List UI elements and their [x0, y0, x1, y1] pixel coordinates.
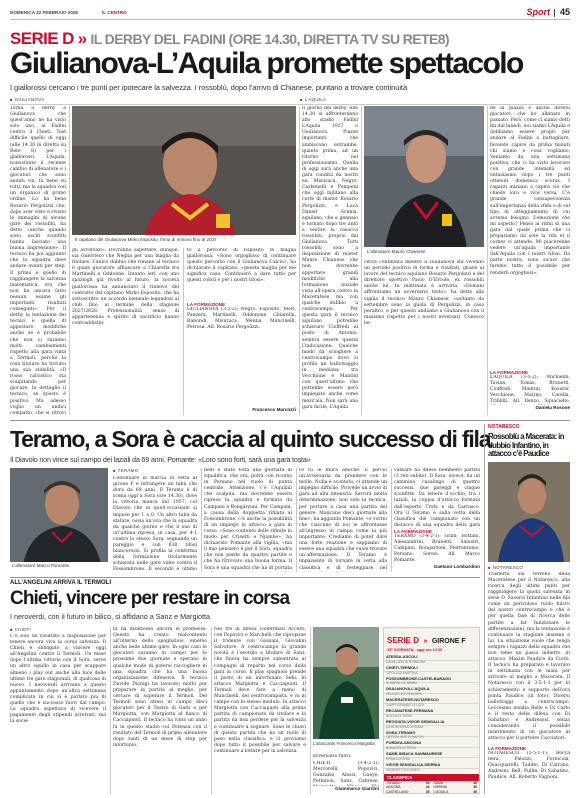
standings-series: SERIE D — [387, 636, 420, 645]
standings-matches — [384, 653, 479, 772]
col-rule — [211, 627, 212, 794]
photo-margiotta — [313, 627, 379, 739]
col-rule — [183, 248, 184, 415]
classifica-team: ANCONA — [386, 785, 401, 790]
byline-teramo: Gaetano Lombardino — [433, 564, 480, 569]
byline-laquila: Daniela Rosone — [535, 405, 570, 410]
kicker-text: IL DERBY DEL FADINI (ORE 14.30, DIRETTA TV SU RETE8) — [90, 31, 449, 47]
main-col4: Il giorno del derby. Alle 14.30 si affronteranno allo stadio Fadini L’Aquila 1927 e Giulianova. Piazze importanti che ambiscono entrambe, quanto prima, ad un ritorno nel professionismo. Quella di oggi sarà anche una gara condita da nostri ex: Misuraca, Negro, Carbonelli e Pomponi che oggi militano alla corte di mister Rosario Pergolizzi, e Luca Daniel Scimia, aquilano, che a gennaio è tornato dopo tre anni a vestire la casacca rossoblu, proprio dal Giulianova. Tutti rossoblù sono a disposizione di mister Mauro Chianese che non dovrebbe apportare grandi modifiche alla formazione iniziale vista all’opera contro la Maceratese ma con qualche dubbio a centrocampo. Per questa gara il tecnico aquilano potrebbe schierare Cioffredi al posto di Antonio, sembra essere questa l’indicazione. Qualche modo da sciogliere a centrocampo dove si profila un ballottaggio in mediana tra Vecchione e Mantini con quest’ultimo che potrebbe essere però impiegato anche come mezz’ala. Non sarà una gara facile, L’Aquila — [302, 106, 358, 410]
giulianova-formation-label: LA FORMAZIONE — [187, 302, 226, 307]
chieti-col3: Nel tre di difesa confermati Accetti, con Popovici e Marchelli che ripropone il tridente con Gassani, Giovanni Salvatore. A centrocampo la grande novità è l’esordio a titolare di Sanz, che finora ha sempre subentrato ai compagni di reparto nel corso della gara in corso. Il play spagnolo prende il posto di un infortunato Sebi. In attacco Margiotta e Cacciapuoti. Il Termoli deve fare a meno di Mancinelli, del centrocampista, e va in campo con lo stesso modulo. In attacco Margiotta con Cacciapuoti alla prima partita di campionato da titolare e la partita da non perdere per la salvezza e continuare a sognare. Sono le chiavi di questa partita che ha un ruolo di peso nella classifica, e ci proviamo dopo tutto il possibile per salvare e continuare a lottare per la salvezza. — [214, 627, 306, 754]
match-referee: BONAVITA DI TERNI — [386, 746, 416, 751]
chieti-kicker: ALL’ANGELINI ARRIVA IL TERMOLI — [10, 580, 111, 586]
teramo-formation-label: LA FORMAZIONE — [394, 529, 433, 534]
match-referee: CAMPOGRANDE DI LODI — [386, 702, 424, 707]
kicker-series: SERIE D — [10, 29, 74, 48]
teramo-headline: Teramo, a Sora è caccia al quinto successo di fila — [10, 426, 491, 452]
standings-title — [384, 628, 479, 648]
match-referee: GIORGETTI DI CUNEO — [386, 767, 421, 772]
rule-main-top — [10, 104, 570, 105]
photo-chianese — [364, 106, 484, 256]
match-teams: VIGOR SENIGALLIA-ISERNIA — [386, 762, 441, 768]
classifica-team: ISERNIA — [433, 785, 448, 790]
tag-giulianova: ■ GIULIANOVA — [10, 97, 44, 102]
col-rule — [296, 468, 297, 572]
player-photo-icon — [488, 462, 570, 562]
match-referee: CIPOLLI DI MARTINA — [386, 670, 418, 675]
classifica-list — [384, 781, 479, 794]
notaresco-formation: NOTARESCO (3-5-1-1): Bocca nera, Palozzi, Fornicola, Quacquarelli, Taddei, Di Catrano, Andreini, Bell, Pullin, Di Sabatino, Paudice. All. Roberto Vagnoni. — [488, 750, 570, 781]
photo-paudice — [488, 462, 570, 562]
main-kicker — [10, 29, 570, 49]
chieti-col2: tà ha disattesso ancora le promesse. Questo ha creato malcontento all’interno dello spogliatoio, emerso anche nelle ultime gare. In ogni caso le giocatori saranno in campo per le prossime due giornate e sperano in qualche modo di potersi raccogliere in una squadra che ha una buona organizzazione difensiva. Il tecnico Davide Dionigi ha lavorato molto per preparare la partita al meglio, per cercare di superare il Termoli. Del Termoli sono attesi in campo dieci giocatori per il Teatro di Gatti e per Margiotta, con Margiotta al fianco di Cacciapuoti. Il tecnico ha vinto un anno fa in questo stadio col Potenza con il risultato del Termoli di primo allenatore dopo tanti di un mese di stop per infortunio. — [113, 627, 207, 748]
classifica-row — [384, 790, 432, 794]
match-teams: SAMB-SIRACA SANMAURESE — [386, 751, 443, 757]
coach-photo-icon — [364, 106, 484, 256]
laquila-formation-label: LA FORMAZIONE — [490, 370, 529, 375]
header-paper: IL CENTRO — [102, 10, 127, 15]
header-page-number: 45 — [559, 7, 570, 17]
chieti-subheadline: I neroverdi, con il futuro in bilico, si affidano a Sanz e Margiotta — [10, 612, 211, 621]
byline-giulianova: Francesco Marcozzi — [252, 407, 296, 412]
match-referee: NOCCA DI TERNI — [386, 713, 412, 718]
tag-teramo: ■ TERAMO — [113, 468, 138, 473]
col-rule — [110, 627, 111, 794]
match-teams: CHIETI-TERMOLI — [386, 664, 418, 670]
photo-chianese-caption: L’allenatore Mauro Chianese — [364, 247, 484, 256]
photo-margiotta-caption: L’attaccante Francesco Margiotta — [313, 741, 375, 746]
match-referee: CASTELLANO DI NAPOLI — [386, 735, 424, 740]
header-divider-icon — [554, 9, 555, 17]
classifica-points: 50 — [425, 780, 430, 785]
standings-subtitle: 25ª GIORNATA - oggi ore 14.30 — [387, 648, 443, 652]
chieti-col1: C’è solo un risultato a disposizione per tenere ancora viva la corsa salvezza. Il Chieti è obbligato a vincere oggi all’Angelini contro il Termoli. Un mese dopo l’ultima vittoria con il Sora, serve un altro squillo in casa per scappare almeno i play out anche alla luce delle ultime tre gare stagionali, di qualcosa di nuovo. I neroverdi arrivano a questo appuntamento dopo un’altra settimana complicata in cui si è parlato più di quello che è successo fuori dal campo. La squadra aspettava di ricevere il pagamento degli stipendi arretrati, ma la socie- — [10, 634, 106, 725]
notaresco-box — [488, 424, 570, 794]
teramo-col4 — [394, 468, 480, 572]
chieti-headline: Chieti, vincere per restare in corsa — [10, 588, 290, 609]
player-photo-icon — [72, 106, 296, 244]
page-header — [10, 8, 570, 20]
main-col6 — [490, 106, 570, 415]
classifica-team: SAMB — [433, 780, 444, 785]
header-section: Sport — [526, 7, 550, 17]
main-col3 — [187, 248, 296, 415]
kicker-arrows: » — [77, 29, 87, 48]
col-rule — [201, 468, 202, 572]
teramo-col2: nedì è stata tolta una giornata di squalifica, che ora, potrà con ricorso in Persano nel ruolo di punta centrale. Attenzione, c’è l’Aquilali che scalpita, ma dovrebbe essere ripresa la squadra e formata da Campani e Bongarzoni. Per Campani, a causa della doppietta rifilata al Fossombrone, c’è anche la possibilità di un impiego in attacco a gara in corso. «Sono contento delle rifinite in modo per Crisetti e Njambe», ha dichiarato Pomante alla vigilia, «ma il mio pensiero è per il Sora, squadra che non perde da quattro partite e che ha ritrovato una buona forma. Il Sora è una squadra che ha di portata — [204, 468, 292, 571]
match-teams: MACERATESE-NOTARESCO — [386, 697, 439, 703]
match-teams: PORDEA-ANCONA — [386, 740, 422, 746]
notaresco-formation-label: LA FORMAZIONE — [488, 745, 527, 751]
match-teams: ATESSA-ASCOLI — [386, 654, 418, 660]
classifica-label: CLASSIFICA — [384, 774, 479, 781]
classifica-points: 44 — [425, 785, 430, 790]
notaresco-section-tag: ■ NOTARESCO — [488, 565, 570, 570]
main-col2: gli avversari». Dovranno aspettare, dunque, sia Guerriero che Neglia per una maglia da titolare. L’unico dubbio che rimane al tecnico è quale giocatore affiancare a Chiarella tra Martinelli e Oddonne. Intanto ieri, con uno spaziogli già rivolto al futuro, la società giallorossa ha annunciato il rinnovo del contratto del capitano Mirko Esposito, che ha sottoscritto un accordo biennale legandosi al club fino al termine della stagione 2027/2028. Professionalità, senso di appartenenza e spirito di sacrificio hanno contraddistin- — [72, 248, 179, 327]
match-teams: FOSSOMBRONE-CASTELBARAGO — [386, 675, 452, 681]
main-col5: cerca continuità mentre il Giulianova sta vivendo un periodo positivo di forma e risultati, grazie al lavoro del tecnico aquilano Rosario Pergolizzi e del direttore sportivo Paolo D’Ercole, ex rossoblù anche lui. In mattinata è arrivata, «Domani affrontiamo un avversario tosto», ha detto alla vigilia il tecnico Mauro Chianese, «soltanto da settembre sono la guida di Pergolizzi, in casa peraltro, e per questo andiamo a Giulianova con il massimo rispetto per i nostri avversari. Conosco be- — [364, 260, 484, 326]
rule-section-break — [10, 420, 570, 421]
laquila-formation: L’AQUILA (3-5-2): Michielin, Tavian, Tomas, Brunetti, Cioffredi, Mantini, Kosatar, Vecchione, Marino, Carella, Triblilli. All. Ilenzo, Squaciello. — [490, 375, 570, 405]
notaresco-headline: Rossoblù a Macerata: in dubbio Infantino, in attacco c’è Paudice — [488, 432, 564, 459]
notaresco-tag: NOTARESCO — [488, 424, 520, 430]
classifica-team: L’AQUILA — [433, 789, 449, 794]
classifica-points: 40 — [473, 785, 477, 790]
col-rule — [69, 106, 70, 415]
col-rule — [484, 424, 485, 794]
standings-girone: GIRONE F — [431, 638, 466, 645]
coach-photo-icon — [10, 468, 108, 570]
match-referee: LA MONTAGNA DI ROMA — [386, 724, 424, 729]
standings-box — [383, 627, 480, 794]
match-referee: SPINA DI ROMA — [386, 756, 410, 761]
notaresco-text: Trasferta sul terreno della Maceratese per il Notaresco, alla ricerca degli ultimi punti per raggiungere la quota salvezza in serie D. Saverio Infantino nelle fila come un pericoloso ruolo fulcro del nostro centrocampo e che è per quella fase di ricerca delle partite a far funzionare le differenziazioni, ma la tentazione è continuare la stagione insieme a lui. La situazione vuole che tenga sempre i ragazzi della squadra che non teme un passo indietro, in attacco, Maxim Paudice da Ciotti. Il tecnico ha preparato e lavorato in settimana con le mani per arrivare al meglio a Macerata. Il Notaresco con il 3-5-1-1 per lo schieramento e supporto dell’ora punta Paudice (in foto). Diversi ballottaggi a centrocampo. Leccesino insidia Belle e Di Carlo e il resto della difesa con Di Sabatino e Andreassi, senza considerando il possibile inserimento di un giocatore in attacco per il portiere Cacciatori. — [488, 571, 570, 742]
byline-chieti: Giammarco Giardini — [335, 786, 379, 791]
teramo-col3: re tu le mura amiche. È perciò un’avversaria da prendere con le molle. Nulla è scontato, ci attende un impegno difficile. Provede un avvio di gara ad alta intensità. Servirà molta determinazione, non solo la tecnica, per portare a casa una partita del genere. Mancano dieci giornate alla fine», ha aggiunto Pomante, «e vorrei che ciascuno di noi le affrontasse all’ingresso in campo come la più importante. Crediamo di poter dare una forte reazione e sappiamo di essere una squadra che vuole trovare un’affermazione. Il Teramo è impaziente di tornare in vetta alla classifica e di festeggiare nel — [299, 468, 387, 571]
col-rule — [391, 468, 392, 572]
main-col6-text: ne la piazza e anche diversi giocatori, che ho allenato in passato. Però, come ci siamo detti fin dal lunedì, noi siamo L’Aquila e dobbiamo essere propri per andare al Fadini a battagliare, facendo capire da prima minuti chi siamo e cosa vogliamo. Veniamo da una settimana positiva, che ci ha visto lavorare con grande intensità ed entusiasmo dopo i tre punti ottenuti domenica scorsa. I ragazzi iniziano a capire ciò che chiedo loro e vice versa. C’è grande consapevolezza sull’importanza della sfida e di sul tipo di atteggiamento di cui avremo bisogno. L’emozione che mi aspetto? Penso ai ritmi di una gara dal quale prima che ci prepariamo da sole la rifa el il corner ci attende. Mi piacerebbe vedere un’aquila importante dall’Aquila con i nostri tifosi. Da parte nostra, sono sicuro che faremo tutto il possibile per renderli orgogliosi». — [490, 106, 570, 276]
col-rule — [361, 106, 362, 415]
match-teams: GIULIANOVA-L’AQUILA — [386, 686, 430, 692]
classifica-points: 49 — [473, 780, 477, 785]
match-referee: CAVALLIERI DI ROMAGNA — [386, 659, 426, 664]
photo-esposito — [72, 106, 296, 244]
rule-chieti-top — [10, 577, 480, 578]
player-photo-icon — [313, 627, 379, 739]
chieti-col4-text: avversario fuori. — [313, 754, 352, 759]
match-referee: DI NAPOLI DI RIMINI — [386, 681, 417, 686]
match-referee: VELLUCCI DI PESCARA — [386, 692, 422, 697]
main-headline: Giulianova-L’Aquila promette spettacolo — [10, 47, 523, 80]
classifica-team: TERAMO — [386, 780, 401, 785]
header-date: DOMENICA 22 FEBBRAIO 2026 — [10, 10, 78, 15]
classifica-team: CASTELLANO — [386, 789, 409, 794]
col-rule — [310, 627, 311, 794]
col-rule — [487, 106, 488, 415]
teramo-col1: Continuare la marcia in vetta al girone F e infrangere un tabù che dura da 69 anni. Il Teramo è di scena oggi a Sora (ore 14.30), dove la vittoria manca dal 1957, col Diavolo che in quell’occasione si impose per 1 a 0. Un altro tabù da sfatare, ossia un’oca che la squadra da qualche giorno e che il suo di un’ultima ripresa, in casa, per 4-1 contro lo stesso Sora, segnando un pareggio e con 630 tifosi biancorossi. Si profila la conferma della formazione titolarmente schierata nelle gare vinte contro il Fossombrone. Il secondo e ultimo — [113, 476, 197, 572]
giulianova-formation: GIULIANOVA (3-5-2): Negro, Esposito, Mori, Panzera, Martinelli, Oddonone, Chiarella, Rabondi, Misuraca, Menna, Mancinelli, Petrosa. All. Rosario Pergolizzi. — [187, 307, 296, 331]
teramo-col4-text: vantare ha difeso nemmeno partita (3 reti subite). Il Sora, invece, ha un cammino casalingo di quattro successi, due pareggi e cinque sconfitte. Da tenere d’occhio, tra i laziali, la coppia d’attacco formata dall’esperto Trofa e da Carrasco. Ora il Teramo è sulla vetta della classifica del campionato con un distacco di una squadra della gara — [394, 468, 480, 528]
photo-esposito-caption: Il capitano del Giulianova Mirko Esposito, firma di rinnovo fino al 2027 — [72, 235, 296, 244]
classifica-points: 39 — [425, 789, 430, 794]
main-col1: Torna il derby a Giulianova che quest’anno ne ha visto solo uno, al Fadini contro il Chieti. Test difficile quello di oggi (alle 14.30 in diretta su Rete 8) per i giallorossi. L’Aquila, nonostante il recente cambio di allenatore e i giocatori che sono andati via, fa bene su tutti, ma la squadra con un organico di primo ordine. Lo ha bene Rosario Pergolizzi che, dopo aver visto e rivisto le immagini di alcune gare dei rossoblù, ha detto «anche quando sono usciti sconfitti hanno lasciato una buona impressione». Il tecnico ha poi aggiunto che la squadra deve andare avanti per step. Il primo è quello di raggiungere la salvezza matematica, ora che non ha ancora fatto nessun esame gli importanti risultati conseguiti». Per il derby la tentazione dei tecnici è quella di appostare modifiche anche se è probabile che non ci saranno molti cambiamenti rispetto alla gara vinta a Termoli, perché la rosa titolare ha trovato una sua stabilità. «Il rosso calcistico sta scalpitando per giocare. In dettaglio il tecnico, se questo è positivo. Ma adesso voglio un undici compatto, che si ritrovi — [10, 106, 66, 415]
tag-laquila: ■ L’AQUILA — [300, 97, 326, 102]
chieti-col4 — [313, 754, 379, 794]
teramo-formation: TERAMO (3-4-2-1): Grilli; Bottani, Alessandrini, Brunetti, Salustri, Campani, Bongarzoni, Pietrantonio, Persano. Seresi. All. Marco Pomante. — [394, 534, 480, 564]
col-rule — [299, 106, 300, 415]
classifica-row — [432, 790, 480, 794]
classifica-points: 36 — [473, 789, 477, 794]
tag-chieti: ■ CHIETI — [10, 627, 31, 632]
standings-arrow-icon: » — [423, 638, 428, 645]
chieti-formation: CHIETI (3-4-2-1): Mercorelli, Popovici, Gonzalez, Alessi, Gueye, Pettenon, Sanz, Cabrese, — [313, 761, 379, 785]
match-teams: RECANATESE-FERMANA — [386, 708, 434, 714]
match-teams: REGGIATA-VIGOR SENIGALLIA — [386, 718, 445, 724]
photo-pomante-caption: L’allenatore Marco Pomante — [10, 562, 108, 570]
main-subheadline: I giallorossi cercano i tre punti per ipotecare la salvezza. I rossoblù, dopo l’arrivo di Chianese, puntano a trovare continuità — [10, 83, 408, 92]
main-col3-text: to il percorso di Esposito in maglia giallorossa, «Sono orgoglioso di continuare questo percorso con il Giulianova Calcio», ha dichiarato il capitano, «questa maglia per me significa casa. Continuerò a dare tutto per questi colori e per i nostri tifosi». — [187, 248, 296, 284]
photo-pomante — [10, 468, 108, 570]
teramo-subheadline: Il Diavolo non vince sul campo dei laziali da 69 anni. Pomante: «Loro sono forti, sarà una gara tosta» — [10, 455, 311, 464]
match-teams: SORA-TERAMO — [386, 729, 416, 735]
